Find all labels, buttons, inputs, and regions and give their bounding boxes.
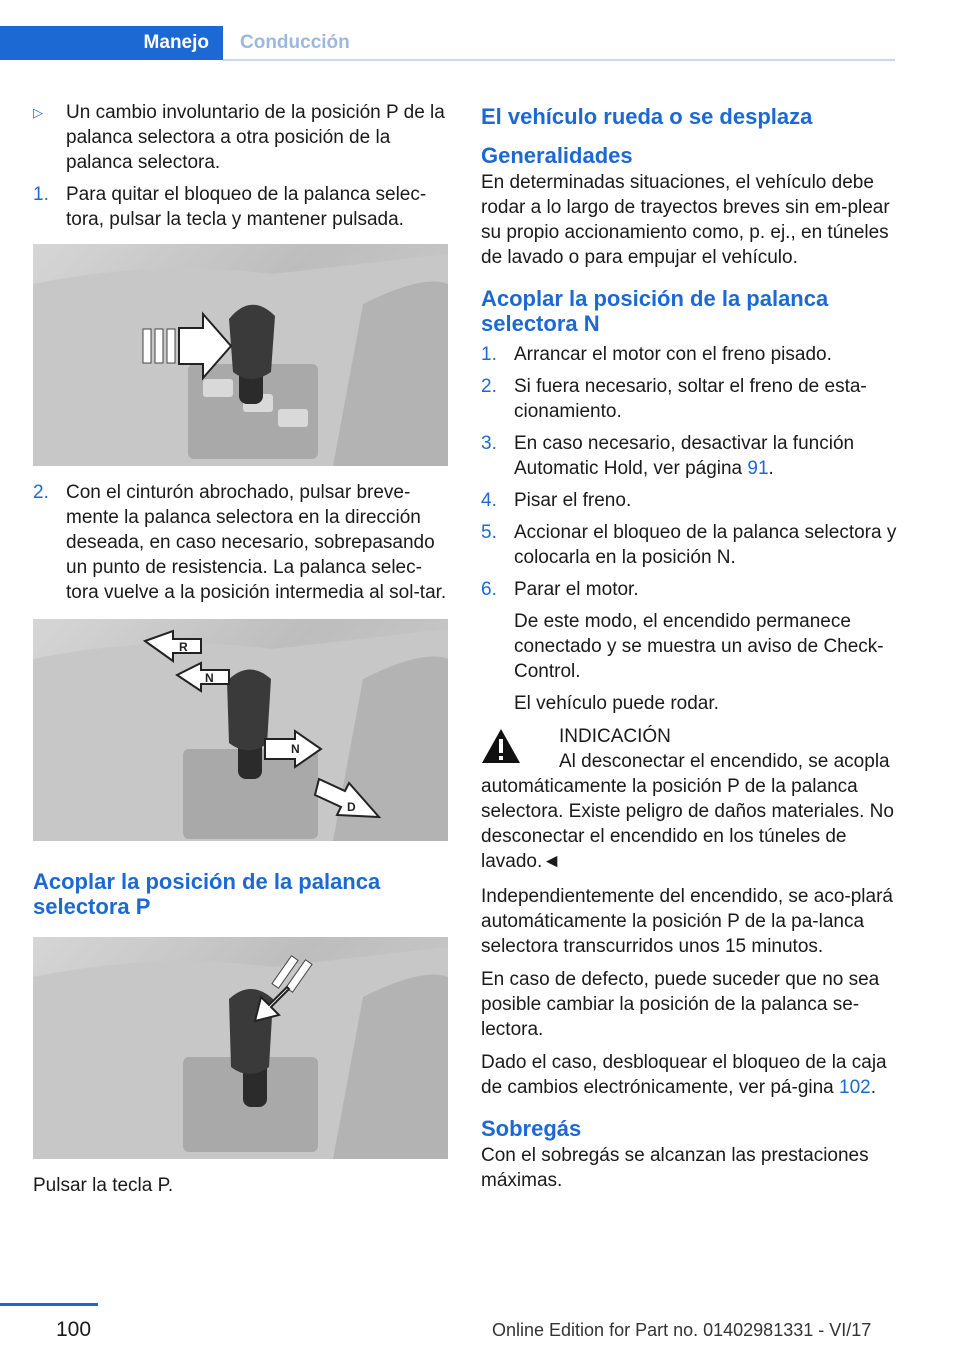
warning-title: INDICACIÓN [559,726,671,747]
step-number: 3. [481,433,497,454]
edition-note: Online Edition for Part no. 01402981331 - VI/17 [492,1320,872,1340]
paragraph-generalidades: En determinadas situaciones, el vehículo debe rodar a lo largo de trayectos breves sin em-plear su propio accionamiento como, p. ej., en túneles de lavado o para empujar el vehículo. [481,172,890,268]
paragraph-text: Dado el caso, desbloquear el bloqueo de la caja de cambios electrónicamente, ver pá-gina [481,1052,887,1098]
list-item-text: En caso necesario, desactivar la función Automatic Hold, ver página [514,433,855,479]
svg-text:D: D [347,800,356,814]
p-button-illustration [33,937,448,1159]
paragraph-independiente: Independientemente del encendido, se aco-plará automáticamente la posición P de la pa-lanca selectora transcurridos unos 15 minutos. [481,886,893,957]
tab-manejo[interactable]: Manejo [0,26,223,60]
list-item [33,182,448,232]
warning-line: Al desconectar el encendido, se acopla [559,751,890,772]
step-number: 1. [33,184,49,205]
step-number: 1. [481,344,497,365]
list-item-text: Arrancar el motor con el freno pisado. [514,344,832,365]
paragraph-sobregas: Con el sobregás se alcanzan las prestaciones máximas. [481,1145,869,1191]
chapter-tabs [0,26,895,62]
gear-selector-illustration [33,244,448,466]
warning-box [481,724,897,774]
page-link-102[interactable]: 102 [839,1077,871,1098]
list-item-text: Parar el motor. [514,579,639,600]
paragraph-defecto: En caso de defecto, puede suceder que no sea posible cambiar la posición de la palanca se-lectora. [481,969,880,1040]
list-item-text-end: . [768,458,774,479]
step-number: 2. [481,376,497,397]
heading-acoplar-p: Acoplar la posición de la palanca selectora P [33,869,381,919]
list-item-note: De este modo, el encendido permanece conectado y se muestra un aviso de Check-Control. [514,611,884,682]
gear-selector-image-2 [33,619,448,841]
list-item [481,374,897,424]
right-column [481,103,897,1201]
list-item [481,520,897,570]
list-item-text: Para quitar el bloqueo de la palanca selec-tora, pulsar la tecla y mantener pulsada. [66,184,427,230]
svg-text:N: N [291,742,300,756]
list-item [481,342,897,367]
step-number: 6. [481,579,497,600]
warning-triangle-icon [481,728,521,764]
list-item [481,431,897,481]
list-item [481,577,897,716]
footer-accent-line [0,1303,98,1306]
gear-selector-image-1 [33,244,448,466]
tab-underline [223,59,895,61]
tab-conduccion[interactable]: Conducción [240,32,350,53]
paragraph-dado-el-caso [481,1050,897,1100]
left-column [33,100,448,1206]
list-item-text: Accionar el bloqueo de la palanca selectora y colocarla en la posición N. [514,522,897,568]
gear-selector-image-3 [33,937,448,1159]
gear-shift-directions-illustration [33,619,448,841]
heading-sobregas: Sobregás [481,1116,582,1141]
list-item-text: Con el cinturón abrochado, pulsar breve-mente la palanca selectora en la dirección deseada, en caso necesario, sobrepasando un punto de resistencia. La palanca selec-tora vuelve a la posición intermedia al sol-tar. [66,482,447,603]
heading-acoplar-n: Acoplar la posición de la palanca selectora N [481,286,829,336]
triangle-bullet-icon: ▷ [33,105,43,120]
paragraph-text-end: . [870,1077,877,1098]
step-number: 2. [33,482,49,503]
list-item-text: Pisar el freno. [514,490,632,511]
list-item [33,100,448,175]
list-item-text: Si fuera necesario, soltar el freno de esta-cionamiento. [514,376,867,422]
page-link-91[interactable]: 91 [747,458,769,479]
list-item-note: El vehículo puede rodar. [514,693,719,714]
step-number: 4. [481,490,497,511]
heading-main: El vehículo rueda o se desplaza [481,104,813,129]
list-item [481,488,897,513]
caption-pulsar-p: Pulsar la tecla P. [33,1175,174,1196]
warning-text: automáticamente la posición P de la palanca selectora. Existe peligro de daños materiales. No desconectar el encendido en los túneles de lavado.◄ [481,776,894,872]
svg-text:N: N [205,671,214,685]
step-number: 5. [481,522,497,543]
page-number: 100 [56,1318,92,1341]
svg-text:R: R [179,640,188,654]
list-item-text: Un cambio involuntario de la posición P de la palanca selectora a otra posición de la palanca selectora. [66,102,445,173]
heading-generalidades: Generalidades [481,143,633,168]
list-item [33,480,448,605]
